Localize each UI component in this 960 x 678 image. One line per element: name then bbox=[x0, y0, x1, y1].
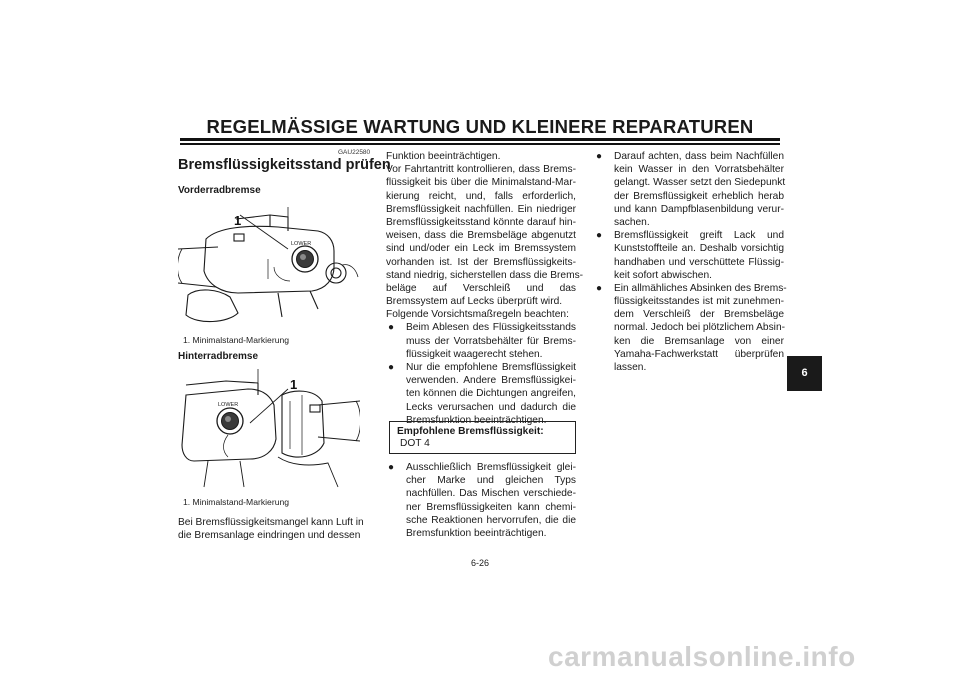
front-brake-heading: Vorderradbremse bbox=[178, 185, 261, 196]
column2-text bbox=[386, 150, 584, 427]
bullet-line: der Bremsflüssigkeit erheblich herab bbox=[614, 190, 784, 202]
rear-reservoir-illustration bbox=[178, 365, 360, 488]
paragraph-line: Bremsflüssigkeitsstand könnte darauf hin- bbox=[386, 216, 576, 228]
bullet-line: Darauf achten, dass beim Nachfüllen bbox=[614, 151, 784, 162]
bullet-line: Yamaha-Fachwerkstatt überprüfen bbox=[614, 348, 784, 360]
column2-text-after-box bbox=[386, 461, 576, 540]
spec-value: DOT 4 bbox=[400, 438, 430, 449]
bullet-line: Lecks verursachen und dadurch die bbox=[406, 401, 576, 413]
front-figure-caption: 1. Minimalstand-Markierung bbox=[183, 335, 290, 345]
watermark: carmanualsonline.info bbox=[548, 641, 856, 672]
paragraph-line: die Bremsanlage eindringen und dessen bbox=[178, 530, 361, 542]
bullet-marker: ● bbox=[596, 282, 603, 294]
front-callout-number: 1 bbox=[234, 213, 242, 228]
spec-label: Empfohlene Bremsflüssigkeit: bbox=[397, 426, 544, 437]
paragraph-line: sind und/oder ein Leck im Bremssystem bbox=[386, 243, 576, 255]
bullet-item bbox=[386, 321, 576, 361]
column1-paragraph bbox=[178, 516, 364, 542]
bullet-line: normal. Jedoch bei plötzlichem Absin- bbox=[614, 322, 786, 334]
bullet-item bbox=[386, 461, 576, 540]
bullet-item bbox=[594, 282, 787, 374]
bullet-line: lassen. bbox=[614, 362, 647, 373]
bullet-item bbox=[386, 361, 576, 427]
column3-text bbox=[594, 150, 787, 374]
paragraph-line: stand niedrig, sicherstellen dass die Brems- bbox=[386, 269, 584, 281]
front-lower-label: LOWER bbox=[291, 241, 312, 247]
bullet-line: handhaben und verschüttete Flüssig- bbox=[614, 256, 784, 268]
bullet-line: und kann Dampfblasenbildung verur- bbox=[614, 203, 784, 215]
bullet-line: ken die Bremsanlage von einer bbox=[614, 335, 784, 347]
header-rule-thin bbox=[180, 143, 780, 145]
bullet-line: Kunststoffteile an. Deshalb vorsichtig bbox=[614, 243, 784, 255]
paragraph-line: Bremssystem auf Lecks überprüft wird. bbox=[386, 296, 563, 308]
chapter-tab: 6 bbox=[787, 356, 822, 391]
paragraph-line: flüssigkeit bis über die Minimalstand-Mar- bbox=[386, 177, 576, 189]
bullet-line: Ein allmähliches Absinken des Brems- bbox=[614, 282, 787, 294]
front-brake-figure bbox=[178, 197, 360, 329]
bullet-line: sche Reaktionen hervorrufen, die die bbox=[406, 514, 576, 526]
bullet-line: Ausschließlich Bremsflüssigkeit glei- bbox=[406, 462, 576, 473]
rear-brake-heading: Hinterradbremse bbox=[178, 351, 259, 362]
bullet-marker: ● bbox=[388, 322, 395, 334]
paragraph-line: Vor Fahrtantritt kontrollieren, dass Brems- bbox=[386, 164, 576, 176]
spec-box-brake-fluid bbox=[389, 421, 576, 454]
bullet-line: kein Wasser in den Vorratsbehälter bbox=[614, 164, 784, 176]
header-rule-thick bbox=[180, 138, 780, 141]
bullet-line: Nur die empfohlene Bremsflüssigkeit bbox=[406, 362, 576, 373]
bullet-line: ner Bremsflüssigkeiten kann chemi- bbox=[406, 501, 576, 513]
bullet-marker: ● bbox=[596, 230, 603, 242]
paragraph-line: Folgende Vorsichtsmaßregeln beachten: bbox=[386, 309, 569, 321]
front-reservoir-illustration bbox=[178, 197, 360, 329]
bullet-item bbox=[594, 229, 784, 282]
bullet-line: nachfüllen. Das Mischen verschiede- bbox=[406, 488, 576, 500]
paragraph-line: beläge auf Verschleiß und das bbox=[386, 282, 576, 294]
bullet-line: cher Marke und gleichen Typs bbox=[406, 475, 576, 487]
bullet-line: dem Verschleiß der Bremsbeläge bbox=[614, 309, 784, 321]
bullet-marker: ● bbox=[388, 462, 395, 473]
section-title: Bremsflüssigkeitsstand prüfen bbox=[178, 157, 391, 173]
bullet-line: ten können die Dichtungen angreifen, bbox=[406, 388, 576, 400]
bullet-line: Beim Ablesen des Flüssigkeitsstands bbox=[406, 322, 576, 334]
bullet-line: sachen. bbox=[614, 216, 650, 228]
paragraph-line: weisen, dass die Bremsbeläge abgenutzt bbox=[386, 230, 576, 242]
paragraph-line: Bremsflüssigkeit nachfüllen. Ein niedriger bbox=[386, 203, 576, 215]
page-number: 6-26 bbox=[470, 558, 489, 568]
section-code: GAU22580 bbox=[338, 149, 371, 156]
paragraph-line: kierung reicht, und, falls erforderlich, bbox=[386, 190, 576, 202]
page-header-title: REGELMÄSSIGE WARTUNG UND KLEINERE REPARATUREN bbox=[206, 116, 754, 137]
bullet-line: flüssigkeit waagerecht stehen. bbox=[406, 348, 543, 360]
paragraph-line: Bei Bremsflüssigkeitsmangel kann Luft in bbox=[178, 517, 364, 528]
paragraph-line: Funktion beeinträchtigen. bbox=[386, 151, 501, 162]
rear-lower-label: LOWER bbox=[218, 402, 239, 408]
bullet-line: muss der Vorratsbehälter für Brems- bbox=[406, 335, 576, 347]
bullet-line: Bremsfunktion beeinträchtigen. bbox=[406, 527, 547, 539]
bullet-line: keit sofort abwischen. bbox=[614, 269, 712, 281]
bullet-line: flüssigkeitsstandes ist mit zunehmen- bbox=[614, 296, 784, 308]
bullet-line: verwenden. Andere Bremsflüssigkei- bbox=[406, 375, 576, 387]
bullet-marker: ● bbox=[596, 151, 603, 162]
bullet-line: Bremsfunktion beeinträchtigen. bbox=[406, 414, 547, 426]
bullet-line: gelangt. Wasser setzt den Siedepunkt bbox=[614, 177, 786, 189]
bullet-item bbox=[594, 150, 784, 229]
bullet-marker: ● bbox=[388, 362, 395, 373]
bullet-line: Bremsflüssigkeit greift Lack und bbox=[614, 230, 784, 242]
rear-brake-figure bbox=[178, 365, 360, 488]
rear-callout-number: 1 bbox=[290, 377, 298, 392]
rear-figure-caption: 1. Minimalstand-Markierung bbox=[183, 497, 290, 507]
paragraph-line: vorhanden ist. Ist der Bremsflüssigkeits- bbox=[386, 256, 576, 268]
